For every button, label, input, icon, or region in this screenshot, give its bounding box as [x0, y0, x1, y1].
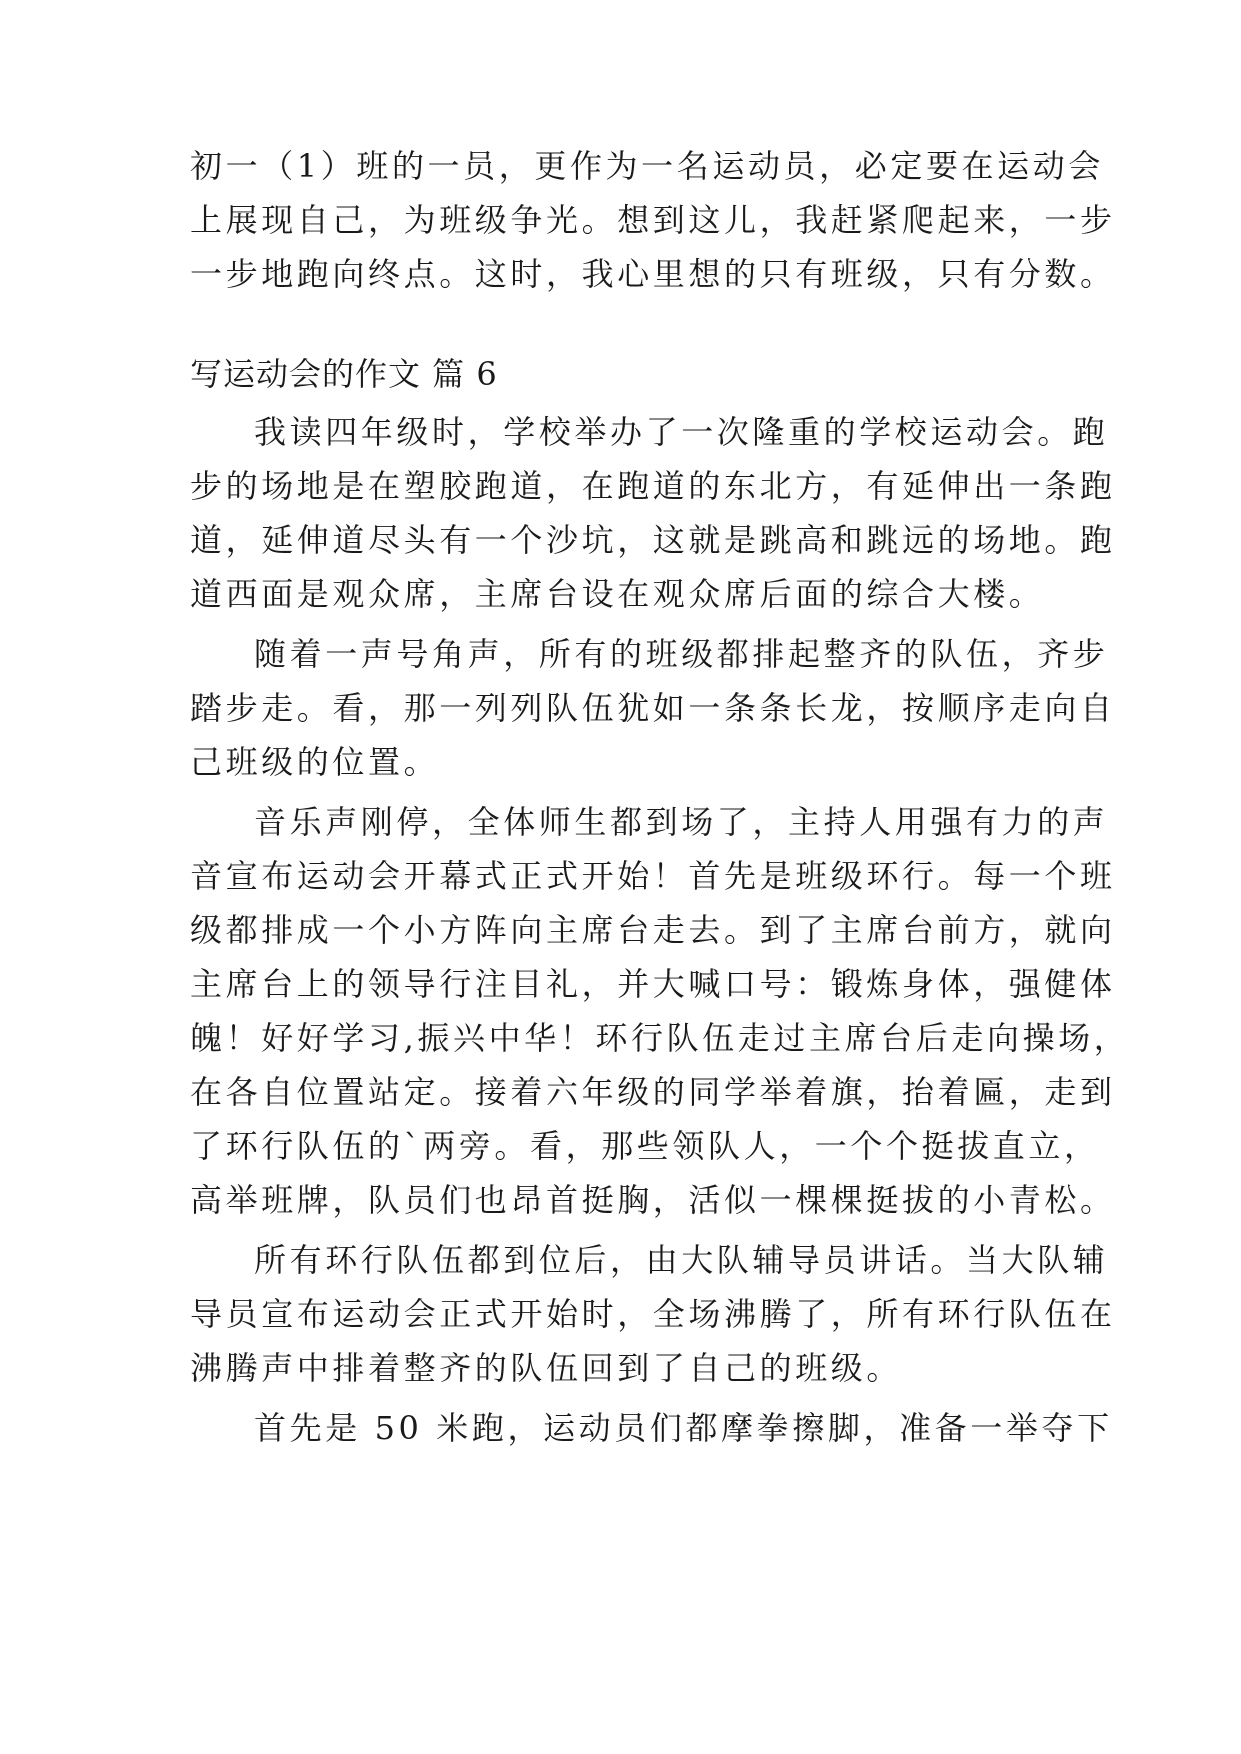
paragraph-line: 了环行队伍的`两旁。看，那些领队人，一个个挺拔直立， — [190, 1127, 1100, 1165]
section-heading: 写运动会的作文 篇 6 — [190, 355, 498, 393]
paragraph-line: 在各自位置站定。接着六年级的同学举着旗，抬着匾，走到 — [190, 1073, 1116, 1111]
paragraph-line: 己班级的位置。 — [190, 743, 440, 781]
paragraph-line: 踏步走。看，那一列列队伍犹如一条条长龙，按顺序走向自 — [190, 689, 1116, 727]
paragraph-line: 魄！好好学习,振兴中华！环行队伍走过主席台后走向操场， — [190, 1019, 1130, 1057]
paragraph-line: 沸腾声中排着整齐的队伍回到了自己的班级。 — [190, 1349, 903, 1387]
paragraph-line: 导员宣布运动会正式开始时，全场沸腾了，所有环行队伍在 — [190, 1295, 1116, 1333]
paragraph-line: 道西面是观众席，主席台设在观众席后面的综合大楼。 — [190, 575, 1045, 613]
intro-line-3: 一步地跑向终点。这时，我心里想的只有班级，只有分数。 — [190, 255, 1116, 293]
paragraph-line: 随着一声号角声，所有的班级都排起整齐的队伍，齐步 — [254, 635, 1109, 673]
intro-line-1: 初一（1）班的一员，更作为一名运动员，必定要在运动会 — [190, 147, 1104, 185]
paragraph-line: 音乐声刚停，全体师生都到场了，主持人用强有力的声 — [254, 803, 1109, 841]
paragraph-line: 音宣布运动会开幕式正式开始！首先是班级环行。每一个班 — [190, 857, 1116, 895]
paragraph-line: 道，延伸道尽头有一个沙坑，这就是跳高和跳远的场地。跑 — [190, 521, 1116, 559]
paragraph-line: 所有环行队伍都到位后，由大队辅导员讲话。当大队辅 — [254, 1241, 1109, 1279]
intro-line-2: 上展现自己，为班级争光。想到这儿，我赶紧爬起来，一步 — [190, 201, 1116, 239]
paragraph-line: 主席台上的领导行注目礼，并大喊口号：锻炼身体，强健体 — [190, 965, 1116, 1003]
paragraph-line: 级都排成一个小方阵向主席台走去。到了主席台前方，就向 — [190, 911, 1116, 949]
paragraph-line: 步的场地是在塑胶跑道，在跑道的东北方，有延伸出一条跑 — [190, 467, 1116, 505]
paragraph-line: 高举班牌，队员们也昂首挺胸，活似一棵棵挺拔的小青松。 — [190, 1181, 1116, 1219]
paragraph-line: 首先是 50 米跑，运动员们都摩拳擦脚，准备一举夺下 — [254, 1409, 1113, 1447]
paragraph-line: 我读四年级时，学校举办了一次隆重的学校运动会。跑 — [254, 413, 1109, 451]
